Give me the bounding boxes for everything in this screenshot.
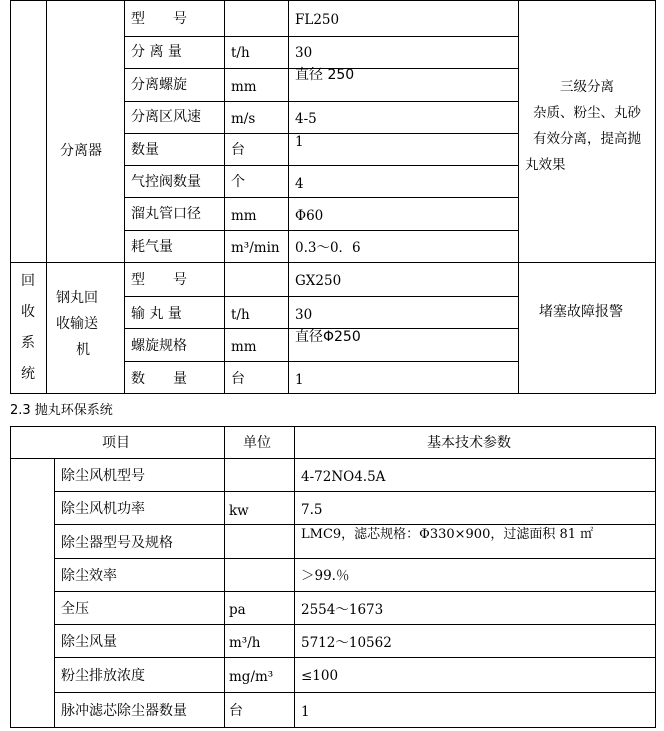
spec-name: 数量 [131,142,159,158]
spec-value: 直径 250 [295,67,355,83]
param-value: 2554～1673 [301,602,384,618]
separator-label: 分离器 [60,143,102,159]
spec-unit: 台 [231,371,245,387]
separator-note: 三级分离 杂质、粉尘、丸砂 有效分离，提高抛 丸效果 [525,79,641,173]
spec-value: GX250 [295,273,342,289]
spec-name: 螺旋规格 [131,338,187,354]
param-value: 7.5 [301,502,323,518]
param-name: 除尘器型号及规格 [61,535,173,551]
spec-unit: 个 [231,174,245,190]
spec-name: 气控阀数量 [131,174,201,190]
spec-unit: mm [231,339,257,355]
spec-name: 溜丸管口径 [131,206,201,222]
spec-value: 1 [295,134,304,150]
param-value: 1 [301,704,310,720]
spec-unit: mm [231,79,257,95]
spec-name: 型 号 [131,272,187,288]
spec-name: 分 离 量 [131,44,182,60]
spec-unit: m³/min [231,240,280,256]
spec-value: Φ60 [295,208,324,224]
header-unit: 单位 [243,435,271,451]
conveyor-note: 堵塞故障报警 [539,304,623,320]
spec-value: FL250 [295,12,340,28]
param-name: 除尘风机功率 [61,501,145,517]
header-params: 基本技术参数 [427,435,511,451]
param-unit: kw [229,503,249,519]
param-name: 全压 [61,601,89,617]
param-name: 脉冲滤芯除尘器数量 [61,703,187,719]
section-title: 2.3 抛丸环保系统 [10,403,113,418]
spec-value: 30 [295,307,313,323]
spec-value: 1 [295,372,304,388]
conveyor-label: 钢丸回 收输送 机 [56,290,98,358]
spec-name: 耗气量 [131,239,173,255]
param-value: ≤100 [301,668,339,684]
param-value: 5712～10562 [301,635,392,651]
spec-value: 0.3～0．6 [295,240,361,256]
spec-unit: t/h [231,45,250,61]
spec-value: 30 [295,45,313,61]
param-name: 除尘风机型号 [61,468,145,484]
spec-unit: m/s [231,111,256,127]
spec-value: 4 [295,176,304,192]
spec-name: 数 量 [131,371,187,387]
spec-name: 分离螺旋 [131,77,187,93]
param-unit: 台 [229,703,243,719]
param-name: 粉尘排放浓度 [61,668,145,684]
param-unit: m³/h [229,635,261,651]
spec-unit: t/h [231,307,250,323]
param-value: ＞99.％ [301,568,350,584]
spec-value: 直径Φ250 [295,329,361,345]
header-item: 项目 [102,435,130,451]
param-value: 4-72NO4.5A [301,469,386,485]
param-name: 除尘效率 [61,568,117,584]
spec-value: 4-5 [295,111,317,127]
spec-unit: mm [231,208,257,224]
spec-name: 输 丸 量 [131,306,182,322]
param-unit: mg/m³ [229,669,274,685]
spec-name: 型 号 [131,11,187,27]
recycle-system-label: 回 收 系 统 [21,273,35,382]
spec-unit: 台 [231,142,245,158]
param-unit: pa [229,602,246,618]
spec-name: 分离区风速 [131,109,201,125]
param-name: 除尘风量 [61,634,117,650]
param-value: LMC9，滤芯规格：Φ330×900，过滤面积 81 ㎡ [301,527,594,542]
